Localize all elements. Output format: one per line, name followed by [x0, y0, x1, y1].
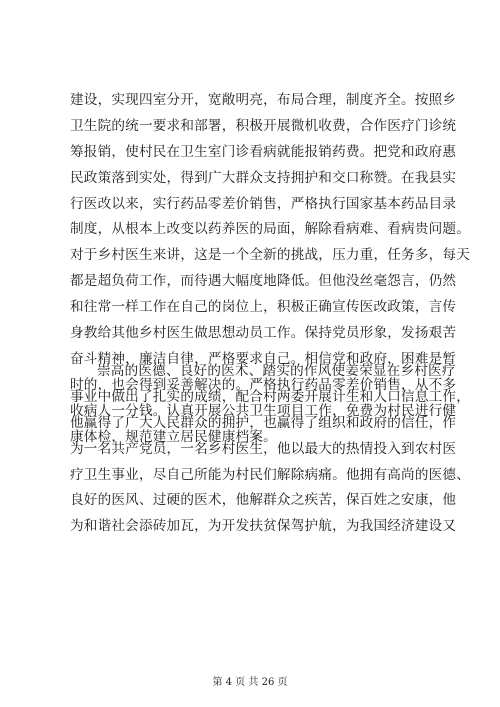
text-line: 为和谐社会添砖加瓦，为开发扶贫保驾护航，为我国经济建设又	[70, 518, 457, 535]
text-line: 行医改以来，实行药品零差价销售，严格执行国家基本药品目录	[70, 195, 457, 212]
text-line: 民政策落到实处，得到广大群众支持拥护和交口称赞。在我县实	[70, 169, 457, 186]
text-line: 建设，实现四室分开，宽敞明亮，布局合理，制度齐全。按照乡	[70, 92, 457, 108]
text-line: 他赢得了广大人民群众的拥护，也赢得了组织和政府的信任，作	[70, 414, 457, 431]
text-line: 时的，也会得到妥善解决的。严格执行药品零差价销售，从不多	[70, 376, 457, 393]
text-line: 都是超负荷工作，而待遇大幅度地降低。但他没丝毫怨言，仍然	[70, 273, 457, 290]
text-line: 对于乡村医生来讲，这是一个全新的挑战，压力重，任务多，每天	[70, 247, 471, 264]
text-line: 卫生院的统一要求和部署，积极开展微机收费，合作医疗门诊统	[70, 117, 457, 134]
text-line: 收病人一分钱。认真开展公共卫生项目工作，免费为村民进行健	[70, 402, 457, 419]
page-footer: 第 4 页 共 26 页	[212, 677, 288, 688]
text-line: 奋斗精神，廉洁自律，严格要求自己。相信党和政府，困难是暂	[70, 350, 457, 367]
text-line: 疗卫生事业，尽自己所能为村民们解除病痛。他拥有高尚的医德、	[70, 466, 471, 483]
text-line: 事业中做出了扎实的成绩，配合村两委开展计生和人口信息工作，	[70, 388, 471, 405]
text-line: 良好的医风、过硬的医术，他解群众之疾苦，保百姓之安康，他	[70, 492, 457, 509]
text-line: 康体检，规范建立居民健康档案。	[70, 428, 277, 445]
text-line: 筹报销，使村民在卫生室门诊看病就能报销药费。把党和政府惠	[70, 143, 457, 160]
paragraph-2	[70, 359, 471, 540]
text-line: 制度，从根本上改变以药养医的局面，解除看病难、看病贵问题。	[70, 221, 471, 238]
text-line: 和往常一样工作在自己的岗位上，积极正确宣传医改政策，言传	[70, 299, 457, 316]
text-line: 为一名共产党员，一名乡村医生，他以最大的热情投入到农村医	[70, 440, 457, 457]
text-line: 崇高的医德、良好的医术、踏实的作风使姜荣显在乡村医疗	[97, 363, 456, 379]
text-line: 身教给其他乡村医生做思想动员工作。保持党员形象，发扬艰苦	[70, 325, 457, 342]
